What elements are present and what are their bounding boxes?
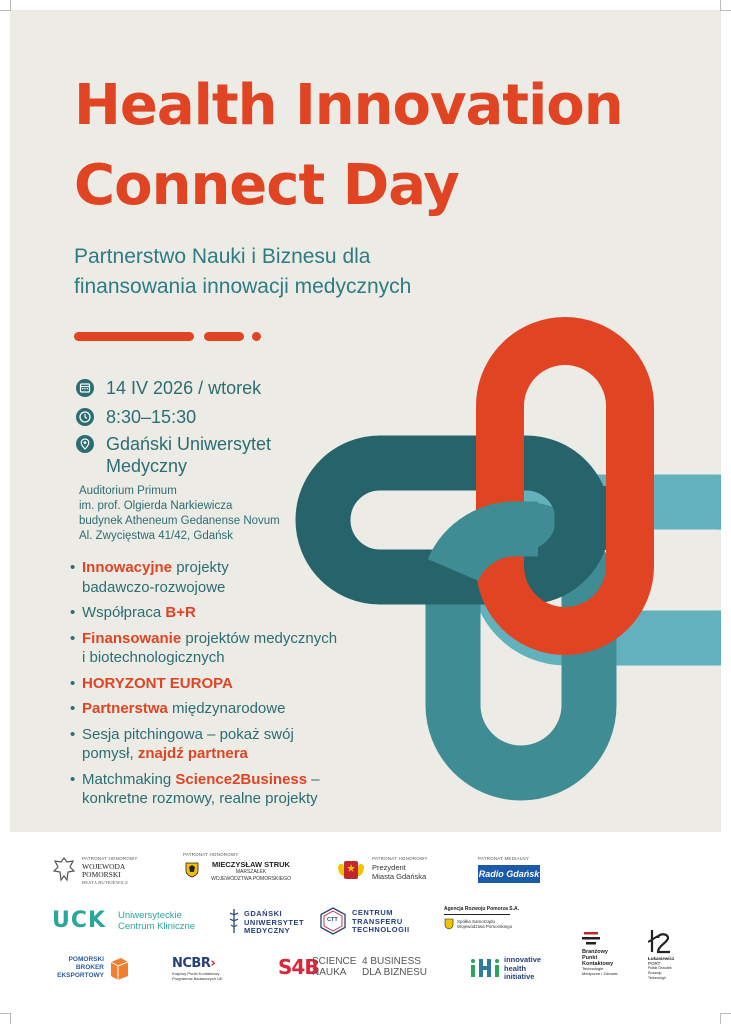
bpk-line: Technologie (582, 966, 604, 971)
date-text: 14 IV 2026 / wtorek (106, 378, 262, 398)
ihi-line: initiative (504, 972, 535, 981)
ctt-line: TRANSFERU (352, 916, 403, 926)
feature-item (70, 725, 382, 764)
eagle-emblem-icon (52, 856, 76, 884)
logo-ncbr (172, 956, 252, 981)
dash-long (74, 332, 194, 341)
feature-text: projektów medycznych (181, 629, 338, 647)
dash-dot (252, 332, 261, 341)
pbe-box-icon (108, 956, 130, 982)
feature-text: i biotechnologicznych (82, 649, 225, 666)
arp-text (457, 919, 512, 929)
s4b-mark: S4B (278, 955, 319, 979)
wojewoda-text (82, 863, 128, 887)
wojewoda-line: WOJEWODA (82, 862, 126, 871)
uck-text (118, 910, 195, 932)
s4b-line: NAUKA (312, 967, 347, 978)
prezydent-line: Miasta Gdańska (372, 871, 427, 881)
pbe-text (56, 956, 104, 980)
gumed-text (244, 910, 304, 936)
crop-mark (0, 0, 11, 11)
feature-text: pomysł, (82, 745, 138, 762)
arp-name: Agencja Rozwoju Pomorza S.A. (444, 906, 520, 912)
ctt-line: TECHNOLOGII (352, 925, 410, 934)
caduceus-icon (228, 908, 240, 934)
clock-icon (76, 408, 94, 426)
feature-text: Współpraca (82, 604, 166, 621)
feature-text: Sesja pitchingowa – pokaż swój (82, 725, 294, 743)
logo-radio-gdansk (478, 856, 550, 879)
bpk-line: Medyczne i Zdrowie (582, 970, 618, 976)
feature-highlight: B+R (165, 604, 196, 621)
ncbr-line: Programów Badawczych UE (172, 975, 223, 981)
feature-highlight: Science2Business (175, 770, 308, 788)
luk-line: Rozwoju (648, 971, 662, 975)
luk-line: Polski Ośrodek (648, 966, 672, 970)
ctt-mark: CTT (327, 917, 338, 923)
uck-line: Centrum Kliniczne (118, 921, 196, 932)
event-venue (76, 433, 271, 477)
bullet-icon: • (70, 700, 76, 717)
bpk-line: Punkt (582, 955, 598, 961)
bullet-icon: • (70, 770, 76, 788)
bullet-icon: • (70, 559, 76, 576)
gumed-line: MEDYCZNY (244, 926, 291, 935)
feature-highlight: Partnerstwa (82, 700, 168, 717)
bullet-icon: • (70, 674, 76, 692)
title-line-2: Connect Day (74, 153, 459, 218)
feature-item (70, 699, 382, 719)
address-line: Al. Zwycięstwa 41/42, Gdańsk (79, 530, 234, 542)
feature-text: konkretne rozmowy, realne projekty (82, 790, 318, 807)
ihi-line: innovative (504, 955, 542, 964)
uck-mark: UCK (52, 908, 107, 933)
ncbr-mark (172, 956, 252, 971)
address-line: budynek Atheneum Gedanense Novum (79, 515, 280, 527)
gumed-line: GDAŃSKI (244, 909, 283, 918)
feature-text: Matchmaking (82, 770, 176, 788)
ihi-mark-icon (470, 958, 500, 978)
bpk-line: Branżowy (582, 949, 608, 955)
bpk-line: Kontaktowy (582, 961, 614, 967)
arp-line: Województwa Pomorskiego (457, 924, 513, 929)
lukasiewicz-mark-icon (648, 928, 674, 954)
feature-item (70, 770, 382, 809)
marszalek-role: WOJEWÓDZTWA POMORSKIEGO (211, 876, 291, 882)
subtitle-line-1: Partnerstwo Nauki i Biznesu dla (74, 245, 371, 268)
luk-line: Łukasiewicz (648, 956, 675, 961)
feature-highlight: HORYZONT EUROPA (82, 674, 233, 692)
feature-text: – (307, 770, 320, 788)
sponsor-logos (0, 832, 731, 1024)
feature-highlight: Finansowanie (82, 629, 182, 647)
calendar-icon (76, 379, 94, 397)
ctt-text (352, 909, 410, 935)
venue-text (106, 433, 271, 477)
title-line-1: Health Innovation (74, 73, 623, 138)
radio-gdansk-mark: Radio Gdańsk (478, 865, 540, 883)
bullet-icon: • (70, 629, 76, 647)
feature-text: międzynarodowe (167, 700, 286, 717)
gdansk-crest-icon (336, 858, 366, 882)
luk-line: Technologii (648, 976, 666, 980)
venue-line-1: Gdański Uniwersytet (106, 434, 272, 454)
event-time (76, 406, 196, 428)
s4b-line: DLA BIZNESU (362, 967, 428, 978)
patron-tag: PATRONAT HONOROWY (82, 856, 138, 861)
bullet-icon: • (70, 725, 76, 743)
patron-tag: PATRONAT HONOROWY (372, 856, 428, 861)
address-line: Auditorium Primum (79, 485, 177, 497)
marszalek-name: MIECZYSŁAW STRUK (212, 860, 290, 869)
ncbr-text (172, 972, 223, 982)
s4b-right (362, 956, 427, 978)
arp-line: Spółka Samorządu (457, 919, 496, 924)
prezydent-line: Prezydent (372, 863, 406, 872)
logo-marszalek (183, 852, 293, 882)
wojewoda-line: POMORSKI (82, 870, 121, 879)
ncbr-mark-text: NCBR (172, 956, 211, 971)
pbe-line: POMORSKI (68, 956, 104, 963)
ihi-line: health (504, 963, 527, 973)
pomorskie-crest-icon (185, 862, 199, 878)
s4b-line: 4 BUSINESS (362, 956, 421, 967)
crop-mark (720, 0, 731, 11)
event-date (76, 377, 261, 399)
s4b-left (312, 956, 356, 978)
lukasiewicz-text (648, 956, 674, 981)
bullet-icon: • (70, 604, 76, 621)
venue-address (79, 484, 280, 544)
patron-tag: PATRONAT MEDIALNY (478, 856, 530, 861)
feature-highlight: Innowacyjne (82, 559, 173, 576)
feature-text: badawczo-rozwojowe (82, 578, 226, 596)
uck-line: Uniwersyteckie (118, 910, 182, 921)
venue-line-2: Medyczny (106, 456, 188, 476)
subtitle-line-2: finansowania innowacji medycznych (74, 275, 412, 298)
event-poster (10, 10, 721, 832)
ihi-text (504, 956, 541, 982)
patron-tag: PATRONAT HONOROWY (183, 852, 239, 857)
feature-item (70, 603, 382, 623)
address-line: im. prof. Olgierda Narkiewicza (79, 500, 233, 512)
bpk-text (582, 949, 618, 976)
pbe-line: EKSPORTOWY (57, 972, 104, 979)
feature-item (70, 629, 382, 668)
logo-arp (444, 906, 544, 929)
feature-list (70, 558, 382, 815)
prezydent-text (372, 864, 426, 881)
dash-short (204, 332, 244, 341)
feature-item (70, 674, 382, 694)
ncbr-accent-icon: › (210, 956, 216, 971)
feature-highlight: znajdź partnera (137, 745, 248, 762)
time-text: 8:30–15:30 (106, 407, 197, 427)
feature-item (70, 558, 382, 597)
marszalek-text (207, 861, 295, 884)
bpk-mark-icon (582, 932, 600, 946)
s4b-line: SCIENCE (312, 956, 357, 967)
arp-crest-icon (444, 918, 454, 930)
ctt-line: CENTRUM (352, 908, 393, 917)
gumed-line: UNIWERSYTET (244, 917, 305, 927)
subtitle (74, 242, 411, 302)
ncbr-line: Krajowy Punkt Kontaktowy (172, 971, 220, 976)
pbe-line: BROKER (75, 964, 104, 971)
luk-line: PORT (648, 961, 661, 966)
feature-text: projekty (172, 559, 229, 576)
page-title (74, 66, 623, 226)
marszalek-role: MARSZAŁEK (235, 868, 267, 875)
arp-divider (444, 914, 510, 915)
wojewoda-name: BEATA RUTKIEWICZ (82, 880, 129, 885)
location-pin-icon (76, 435, 94, 453)
